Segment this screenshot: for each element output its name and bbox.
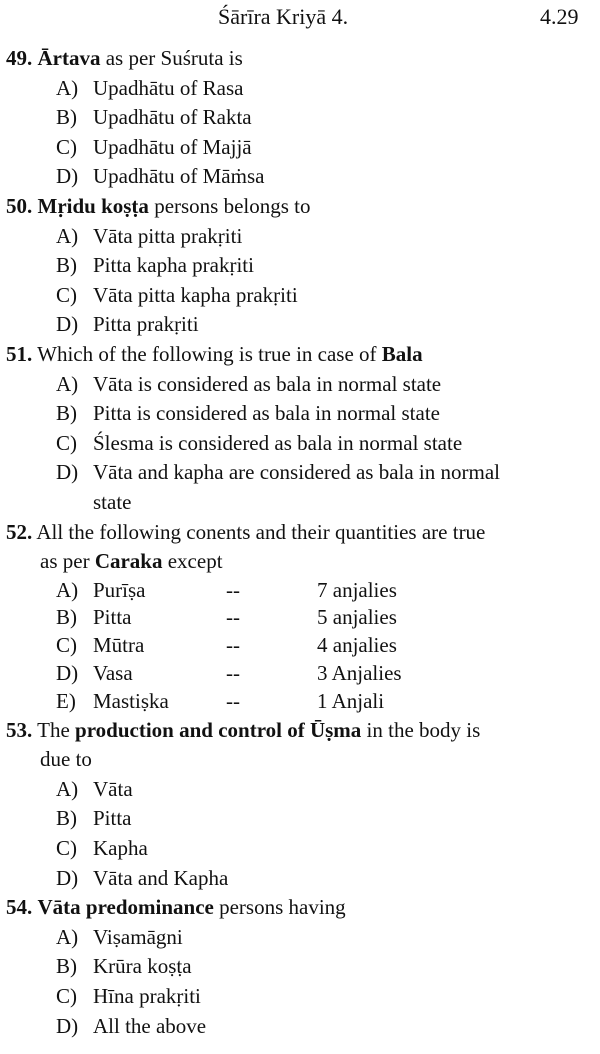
separator: -- (226, 633, 240, 658)
option (0, 429, 600, 459)
question-text: All the following conents and their quantities are true (32, 519, 486, 544)
option (0, 775, 600, 805)
option-letter: B) (56, 954, 77, 979)
item-name: Pitta (93, 605, 132, 630)
option (0, 103, 600, 133)
option-letter: C) (56, 984, 77, 1009)
item-name: Mastiṣka (93, 688, 169, 713)
option-letter: A) (56, 223, 79, 248)
question-49 (0, 44, 600, 74)
option-letter: A) (56, 577, 79, 602)
option-text: Vāta and Kapha (93, 865, 229, 890)
option-text: Upadhātu of Rasa (93, 75, 244, 100)
option (0, 74, 600, 104)
item-quantity: 3 Anjalies (317, 661, 402, 686)
option-letter: C) (56, 282, 77, 307)
option-letter: D) (56, 312, 79, 337)
option-letter: C) (56, 430, 77, 455)
item-name: Purīṣa (93, 577, 146, 602)
item-name: Vasa (93, 661, 133, 686)
option-text: Pitta kapha prakṛiti (93, 253, 254, 278)
option (0, 1012, 600, 1042)
option (0, 162, 600, 192)
option (0, 864, 600, 894)
question-53 (0, 716, 600, 746)
option-letter: B) (56, 253, 77, 278)
question-number: 51. (6, 341, 33, 366)
question-number: 54. (6, 895, 33, 920)
option (0, 834, 600, 864)
question-text: as per (40, 549, 95, 574)
question-keyword: production and control of Ūṣma (75, 717, 362, 742)
option (0, 251, 600, 281)
option-letter: A) (56, 371, 79, 396)
option-text: Upadhātu of Māṁsa (93, 164, 265, 189)
question-50 (0, 192, 600, 222)
option-text: Vāta is considered as bala in normal state (93, 371, 442, 396)
table-row (0, 688, 600, 716)
table-row (0, 660, 600, 688)
table-row (0, 604, 600, 632)
question-54 (0, 893, 600, 923)
item-quantity: 5 anjalies (317, 605, 397, 630)
option-letter: B) (56, 806, 77, 831)
option-text: Kapha (93, 836, 148, 861)
page-number: 4.29 (540, 4, 579, 29)
question-keyword: Mṛidu koṣṭa (37, 193, 149, 218)
item-quantity: 7 anjalies (317, 577, 397, 602)
option-text: Upadhātu of Rakta (93, 105, 252, 130)
option (0, 281, 600, 311)
option-letter: B) (56, 401, 77, 426)
question-keyword: Caraka (94, 549, 163, 574)
separator: -- (226, 661, 240, 686)
option (0, 982, 600, 1012)
question-text: The (32, 717, 76, 742)
option-text: Hīna prakṛiti (93, 984, 201, 1009)
option-letter: D) (56, 661, 79, 686)
option-text: Pitta is considered as bala in normal state (93, 401, 440, 426)
option-text: Vāta pitta kapha prakṛiti (93, 282, 298, 307)
option-text: Vāta pitta prakṛiti (93, 223, 243, 248)
separator: -- (226, 605, 240, 630)
option-letter: D) (56, 164, 79, 189)
question-keyword: Bala (381, 341, 423, 366)
option (0, 133, 600, 163)
option-text: Pitta (93, 806, 132, 831)
option (0, 952, 600, 982)
option-text: All the above (93, 1013, 207, 1038)
option-letter: B) (56, 105, 77, 130)
question-keyword: Vāta predominance (37, 895, 214, 920)
option (0, 222, 600, 252)
question-text: Which of the following is true in case of (32, 341, 382, 366)
question-number: 49. (6, 46, 33, 70)
question-text: in the body is (361, 717, 481, 742)
question-continuation (0, 547, 600, 577)
question-text: except (162, 549, 223, 574)
option (0, 370, 600, 400)
option-letter: B) (56, 605, 77, 630)
option-letter: D) (56, 460, 79, 485)
page-header (0, 0, 600, 40)
question-51 (0, 340, 600, 370)
option-letter: A) (56, 75, 79, 100)
question-keyword: Ārtava (37, 46, 101, 70)
option-text: Ślesma is considered as bala in normal state (93, 430, 463, 455)
option-text: Viṣamāgni (93, 924, 183, 949)
separator: -- (226, 577, 240, 602)
question-continuation: due to (40, 747, 92, 772)
question-text: as per Suśruta is (100, 46, 243, 70)
question-number: 50. (6, 193, 33, 218)
item-quantity: 1 Anjali (317, 688, 385, 713)
option (0, 458, 600, 488)
option (0, 923, 600, 953)
question-text: persons belongs to (148, 193, 311, 218)
option-letter: C) (56, 836, 77, 861)
option-letter: C) (56, 134, 77, 159)
option-text: Pitta prakṛiti (93, 312, 199, 337)
item-quantity: 4 anjalies (317, 633, 397, 658)
option-letter: D) (56, 865, 79, 890)
option (0, 310, 600, 340)
option (0, 399, 600, 429)
table-row (0, 577, 600, 605)
question-number: 53. (6, 717, 33, 742)
question-list (0, 44, 600, 1041)
option-text: Vāta (93, 776, 133, 801)
item-name: Mūtra (93, 633, 145, 658)
option (0, 804, 600, 834)
option-continuation: state (93, 489, 132, 514)
option-text: Upadhātu of Majjā (93, 134, 252, 159)
question-52 (0, 518, 600, 548)
option-text: Vāta and kapha are considered as bala in normal (93, 460, 500, 485)
question-text: persons having (213, 895, 346, 920)
table-row (0, 632, 600, 660)
option-letter: D) (56, 1013, 79, 1038)
option-letter: C) (56, 633, 77, 658)
option-letter: E) (56, 688, 76, 713)
running-title: Śārīra Kriyā 4. (218, 4, 349, 29)
question-number: 52. (6, 519, 33, 544)
separator: -- (226, 688, 240, 713)
option-letter: A) (56, 924, 79, 949)
option-letter: A) (56, 776, 79, 801)
option-text: Krūra koṣṭa (93, 954, 192, 979)
